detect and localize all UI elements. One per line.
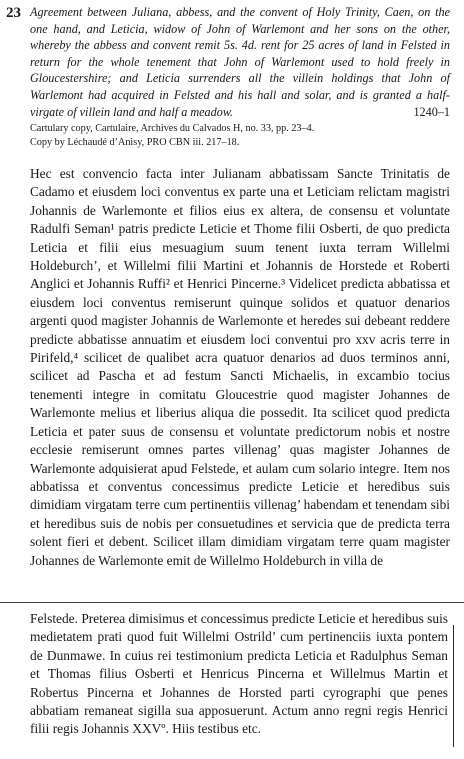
charter-text: Hec est convencio facta inter Julianam abbatissam Sancte Trinitatis de Cadamo et eiusdem loci conventus ex parte una et Leticiam relictam magistri Johannis de Warlemonte et filios eius ex altera, de consensu et voluntate Radulfi Seman¹ patris predicte Leticie et Thome filii Osberti, de quo predicta Leticia et filii eius mesuagium suum tenent iuxta terram Willelmi Holdeburch’, et Willelmi filii Martini et Johannis de Horstede et Roberti Anglici et Johannis Ruffi² et Henrici Pincerne.³ Videlicet predicta abbatissa et eiusdem loci conventus remiserunt quinque solidos et quatuor denarios argenti quod magister Johannis de Warlemonte et heredes sui debeant reddere predicte abbatisse annuatim et eiusdem loci conventui pro xxv acris terre in Pirifeld,⁴ scilicet de qualibet acra quatuor denarios ad duos terminos anni, scilicet ad Pascha et ad festum Sancti Michaelis, in excambio tocius tenementi integre in comitatu Gloucestrie quod magister Johannes de Warlemonte melius et liberius aliqua die possedit. Ita scilicet quod predicta Leticia et pater suus de consensu et voluntate predictorum nobis et nostre ecclesie remiserunt omnes partes villenag’ quas magister Johannes de Warlemonte adquisierat apud Felstede, et aulam cum solario integre. Item nos abbatissa et conventus concessimus predicte Leticie et heredibus suis dimidiam virgatam terre cum pertinentiis villenag’ habendam et tenendam sibi et heredibus suis de nobis per consuetudines et servicia que de predicta terra solent fieri et debent. Scilicet illam dimidiam virgatam terre quam magister Johannes de Warlemonte emit de Willelmo Holdeburch in villa de <box>30 166 450 568</box>
document-number: 23 <box>6 5 21 21</box>
source-line: Copy by Léchaudé d’Anisy, PRO CBN iii. 217–18. <box>30 137 240 149</box>
continuation-text: Felstede. Preterea dimisimus et concessimus predicte Leticie et heredibus suis medietatem prati quod fuit Willelmi Ostrild’ cum pertinenciis iuxta pontem de Dunmawe. In cuius rei testimonium predicta Leticia et Radulphus Seman et Thomas filius Osberti et Henricus Pincerna et Willelmus Martin et Robertus Pincerna et Johannes de Horsted parti cyrographi que penes abbatiam remaneat sigilla sua apposuerunt. Actum anno regni regis Henrici filii regis Johannis XXVº. Hiis testibus etc. <box>30 611 448 737</box>
calendar-summary <box>30 4 450 120</box>
source-line: Cartulary copy, Cartulaire, Archives du Calvados H, no. 33, pp. 23–4. <box>30 123 315 134</box>
dating: 1240–1 <box>413 104 450 119</box>
margin-rule <box>453 625 454 747</box>
summary-text: Agreement between Juliana, abbess, and the convent of Holy Trinity, Caen, on the one hand, and Leticia, widow of John of Warlemont and her sons on the other, whereby the abbess and convent remit 5s. 4d. rent for 25 acres of land in Felsted in return for the whole tenement that John of Warlemont used to hold freely in Gloucestershire; and Leticia surrenders all the villein holdings that John of Warlemont had acquired in Felsted and his hall and solar, and is granted a half-virgate of villein land and half a meadow. <box>30 5 450 119</box>
continuation-section <box>0 602 464 759</box>
source-notes <box>30 122 450 150</box>
